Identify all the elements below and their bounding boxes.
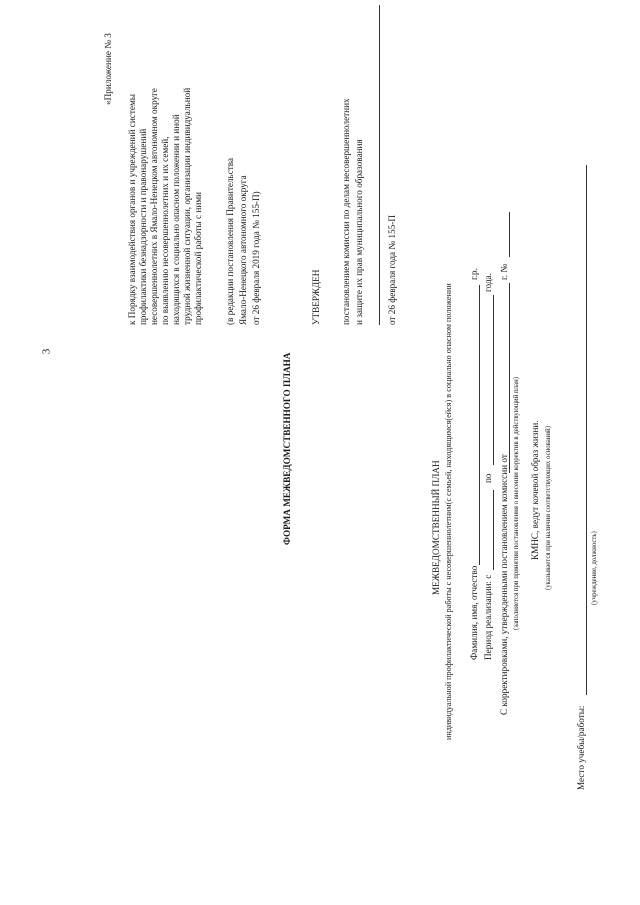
appendix-line: профилактики безнадзорности и правонарушений xyxy=(138,128,148,325)
kmns-text: КМНС, ведут кочевой образ жизни. xyxy=(530,420,540,560)
name-label: Фамилия, имя, отчество xyxy=(469,565,479,660)
appendix-line: к Порядку взаимодействия органов и учреждений системы xyxy=(127,94,137,325)
corrections-date-line[interactable] xyxy=(509,283,510,473)
plan-title: МЕЖВЕДОМСТВЕННЫЙ ПЛАН xyxy=(431,460,441,595)
corrections-label: С корректировками, утвержденными постановлением комиссии от xyxy=(499,454,509,715)
period-start-line[interactable] xyxy=(493,490,494,570)
workplace-note: (учреждение, должность) xyxy=(591,531,598,605)
appendix-line: профилактической работы с ними xyxy=(193,192,203,325)
name-line[interactable] xyxy=(479,285,480,565)
corrections-number-line[interactable] xyxy=(509,212,510,257)
appendix-line: несовершеннолетних в Ямало-Ненецком автономном округе xyxy=(149,88,159,325)
approved-line: постановлением комиссии по делам несовершеннолетних xyxy=(341,98,351,325)
name-suffix: г.р. xyxy=(469,268,479,280)
approved-line: и защите их прав муниципального образования xyxy=(354,139,364,325)
appendix-line: находящихся в социально опасном положении и иной xyxy=(171,114,181,325)
kmns-note: (указывается при наличии соответствующих оснований) xyxy=(545,426,552,590)
appendix-line: Ямало-Ненецкого автономного округа xyxy=(238,175,248,325)
period-end-line[interactable] xyxy=(493,295,494,465)
appendix-title: «Приложение № 3 xyxy=(103,33,113,105)
period-to: по xyxy=(483,473,493,483)
period-label: Период реализации: с xyxy=(483,574,493,660)
workplace-label: Место учебы/работы: xyxy=(576,705,586,790)
plan-subtitle: индивидуальной профилактической работы с несовершеннолетним(с семьей, находящимся(ейся) в социально опасном положении xyxy=(444,283,453,740)
workplace-line[interactable] xyxy=(586,165,587,695)
corrections-suffix: г. № xyxy=(499,263,509,280)
appendix-line: от 26 февраля 2019 года № 155-П) xyxy=(251,191,261,325)
appendix-line: по выявлению несовершеннолетних и их семей, xyxy=(160,136,170,325)
corrections-note: (заполняется при принятии постановления о внесении корректив в действующий план) xyxy=(513,377,520,630)
appendix-line: (в редакции постановления Правительства xyxy=(225,157,235,325)
approved-label: УТВЕРЖДЕН xyxy=(311,269,321,325)
approved-date: от 26 февраля года № 155-П xyxy=(387,215,397,325)
appendix-line: трудной жизненной ситуации, организации индивидуальной xyxy=(182,87,192,325)
page-number: 3 xyxy=(40,348,53,355)
form-title: ФОРМА МЕЖВЕДОМСТВЕННОГО ПЛАНА xyxy=(282,352,292,545)
period-suffix: года. xyxy=(483,273,493,292)
signature-line xyxy=(379,5,380,325)
